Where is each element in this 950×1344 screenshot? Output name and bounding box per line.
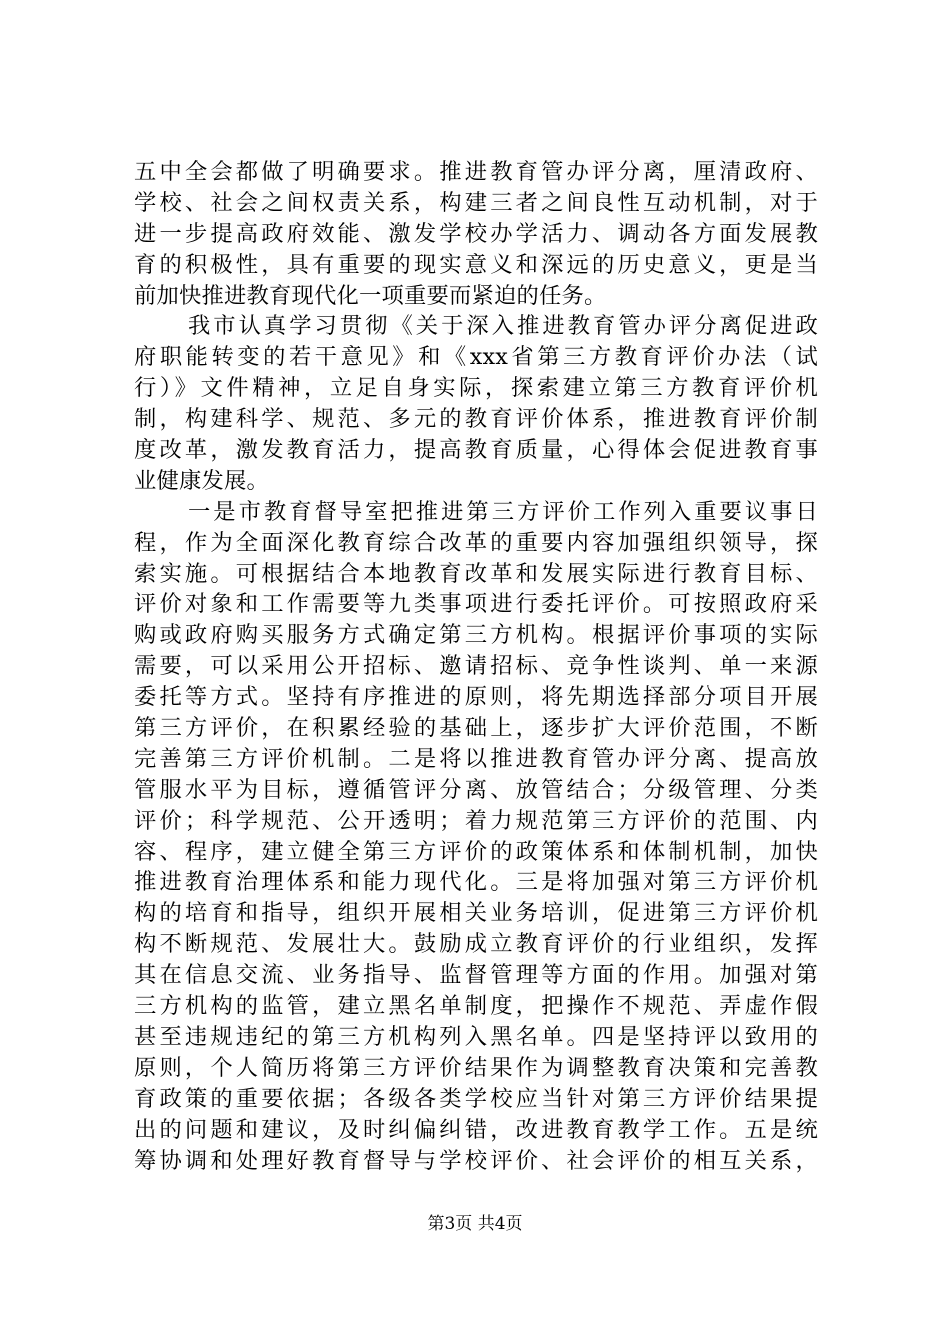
text-line: 构不断规范、发展壮大。鼓励成立教育评价的行业组织，发挥 (134, 931, 818, 958)
text-line: 五中全会都做了明确要求。推进教育管办评分离，厘清政府、 (134, 159, 818, 185)
text-line: 评价；科学规范、公开透明；着力规范第三方评价的范围、内 (134, 807, 818, 834)
text-line: 甚至违规违纪的第三方机构列入黑名单。四是坚持评以致用的 (134, 1023, 818, 1050)
text-line: 索实施。可根据结合本地教育改革和发展实际进行教育目标、 (134, 560, 818, 587)
text-line: 第三方评价，在积累经验的基础上，逐步扩大评价范围，不断 (134, 715, 818, 742)
text-line: 其在信息交流、业务指导、监督管理等方面的作用。加强对第 (134, 962, 818, 989)
text-line: 容、程序，建立健全第三方评价的政策体系和体制机制，加快 (134, 838, 818, 865)
text-line: 我市认真学习贯彻《关于深入推进教育管办评分离促进政 (188, 313, 818, 340)
text-line: 评价对象和工作需要等九类事项进行委托评价。可按照政府采 (134, 591, 818, 618)
text-line: 程，作为全面深化教育综合改革的重要内容加强组织领导，探 (134, 529, 818, 556)
text-line: 构的培育和指导，组织开展相关业务培训，促进第三方评价机 (134, 900, 818, 927)
text-line: 出的问题和建议，及时纠偏纠错，改进教育教学工作。五是统 (134, 1116, 818, 1143)
text-line: 购或政府购买服务方式确定第三方机构。根据评价事项的实际 (134, 622, 818, 649)
text-line: 委托等方式。坚持有序推进的原则，将先期选择部分项目开展 (134, 684, 818, 711)
text-line: 完善第三方评价机制。二是将以推进教育管办评分离、提高放 (134, 745, 818, 772)
text-line: 原则，个人简历将第三方评价结果作为调整教育决策和完善教 (134, 1054, 818, 1081)
text-line: 推进教育治理体系和能力现代化。三是将加强对第三方评价机 (134, 869, 818, 896)
text-line: 管服水平为目标，遵循管评分离、放管结合；分级管理、分类 (134, 776, 818, 803)
text-line: 育政策的重要依据；各级各类学校应当针对第三方评价结果提 (134, 1085, 818, 1112)
text-line: 度改革，激发教育活力，提高教育质量，心得体会促进教育事 (134, 437, 818, 464)
text-line: 业健康发展。 (134, 467, 269, 494)
text-line: 育的积极性，具有重要的现实意义和深远的历史意义，更是当 (134, 251, 818, 278)
text-line: 进一步提高政府效能、激发学校办学活力、调动各方面发展教 (134, 220, 818, 247)
text-line: 前加快推进教育现代化一项重要而紧迫的任务。 (134, 282, 607, 309)
page-footer: 第3页 共4页 (427, 1214, 523, 1234)
text-line: 一是市教育督导室把推进第三方评价工作列入重要议事日 (188, 498, 818, 525)
text-line: 行）》文件精神，立足自身实际，探索建立第三方教育评价机 (134, 375, 818, 402)
text-line: 筹协调和处理好教育督导与学校评价、社会评价的相互关系， (134, 1147, 818, 1174)
text-line: 制，构建科学、规范、多元的教育评价体系，推进教育评价制 (134, 406, 818, 433)
document-body (134, 157, 818, 1176)
text-line: 府职能转变的若干意见》和《xxx省第三方教育评价办法（试 (134, 344, 818, 371)
text-line: 三方机构的监管，建立黑名单制度，把操作不规范、弄虚作假 (134, 993, 818, 1020)
text-line: 需要，可以采用公开招标、邀请招标、竞争性谈判、单一来源 (134, 653, 818, 680)
text-line: 学校、社会之间权责关系，构建三者之间良性互动机制，对于 (134, 189, 818, 216)
